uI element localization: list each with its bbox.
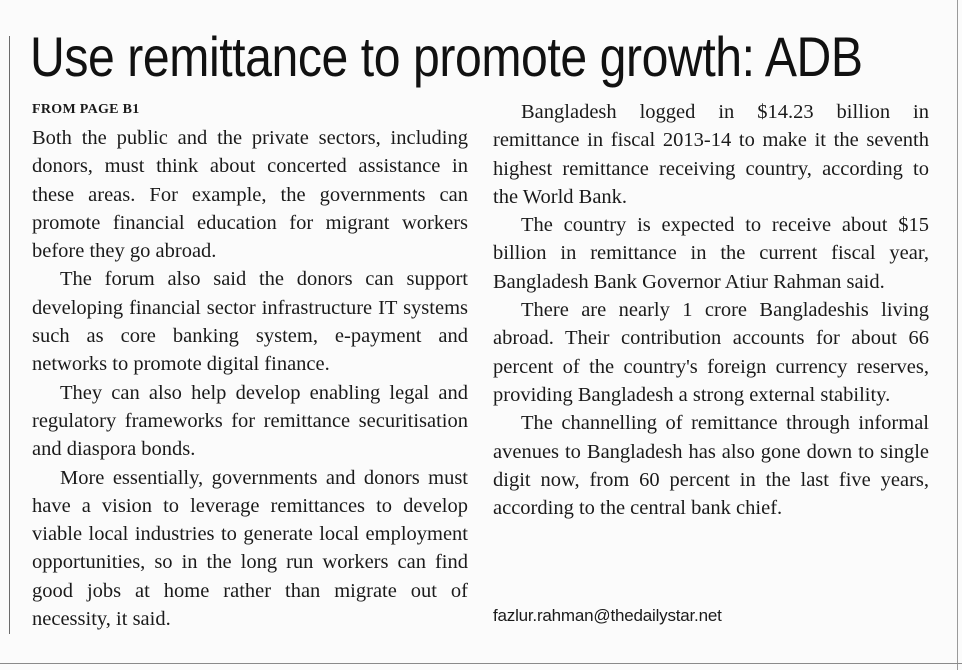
paragraph: The channelling of remittance through informal avenues to Bangladesh has also gone down to single digit now, from 60 percent in the last five years, according to the central bank chief.	[493, 412, 929, 520]
byline-email: fazlur.rahman@thedailystar.net	[493, 606, 722, 625]
right-column	[493, 98, 929, 522]
paragraph: Bangladesh logged in $14.23 billion in remittance in fiscal 2013-14 to make it the seventh highest remittance receiving country, according to the World Bank.	[493, 101, 929, 208]
headline: Use remittance to promote growth: ADB	[30, 25, 863, 88]
jump-label: FROM PAGE B1	[32, 102, 140, 117]
paragraph: Both the public and the private sectors, including donors, must think about concerted assistance in these areas. For example, the governments can promote financial education for migrant workers before they go abroad.	[32, 127, 468, 263]
bottom-border-rule	[0, 663, 962, 664]
paragraph: They can also help develop enabling legal and regulatory frameworks for remittance securitisation and diaspora bonds.	[32, 381, 468, 461]
paragraph: More essentially, governments and donors must have a vision to leverage remittances to develop viable local industries to generate local employment opportunities, so in the long run workers can find good jobs at home rather than migrate out of necessity, it said.	[32, 466, 468, 631]
left-column-rule	[9, 36, 10, 634]
paragraph: There are nearly 1 crore Bangladeshis living abroad. Their contribution accounts for about 66 percent of the country's foreign currency reserves, providing Bangladesh a strong external stability.	[493, 299, 929, 406]
left-column	[32, 100, 468, 633]
right-border-rule	[957, 0, 958, 670]
paragraph: The forum also said the donors can support developing financial sector infrastructure IT systems such as core banking system, e-payment and networks to promote digital finance.	[32, 268, 468, 376]
paragraph: The country is expected to receive about $15 billion in remittance in the current fiscal year, Bangladesh Bank Governor Atiur Rahman said.	[493, 214, 929, 293]
